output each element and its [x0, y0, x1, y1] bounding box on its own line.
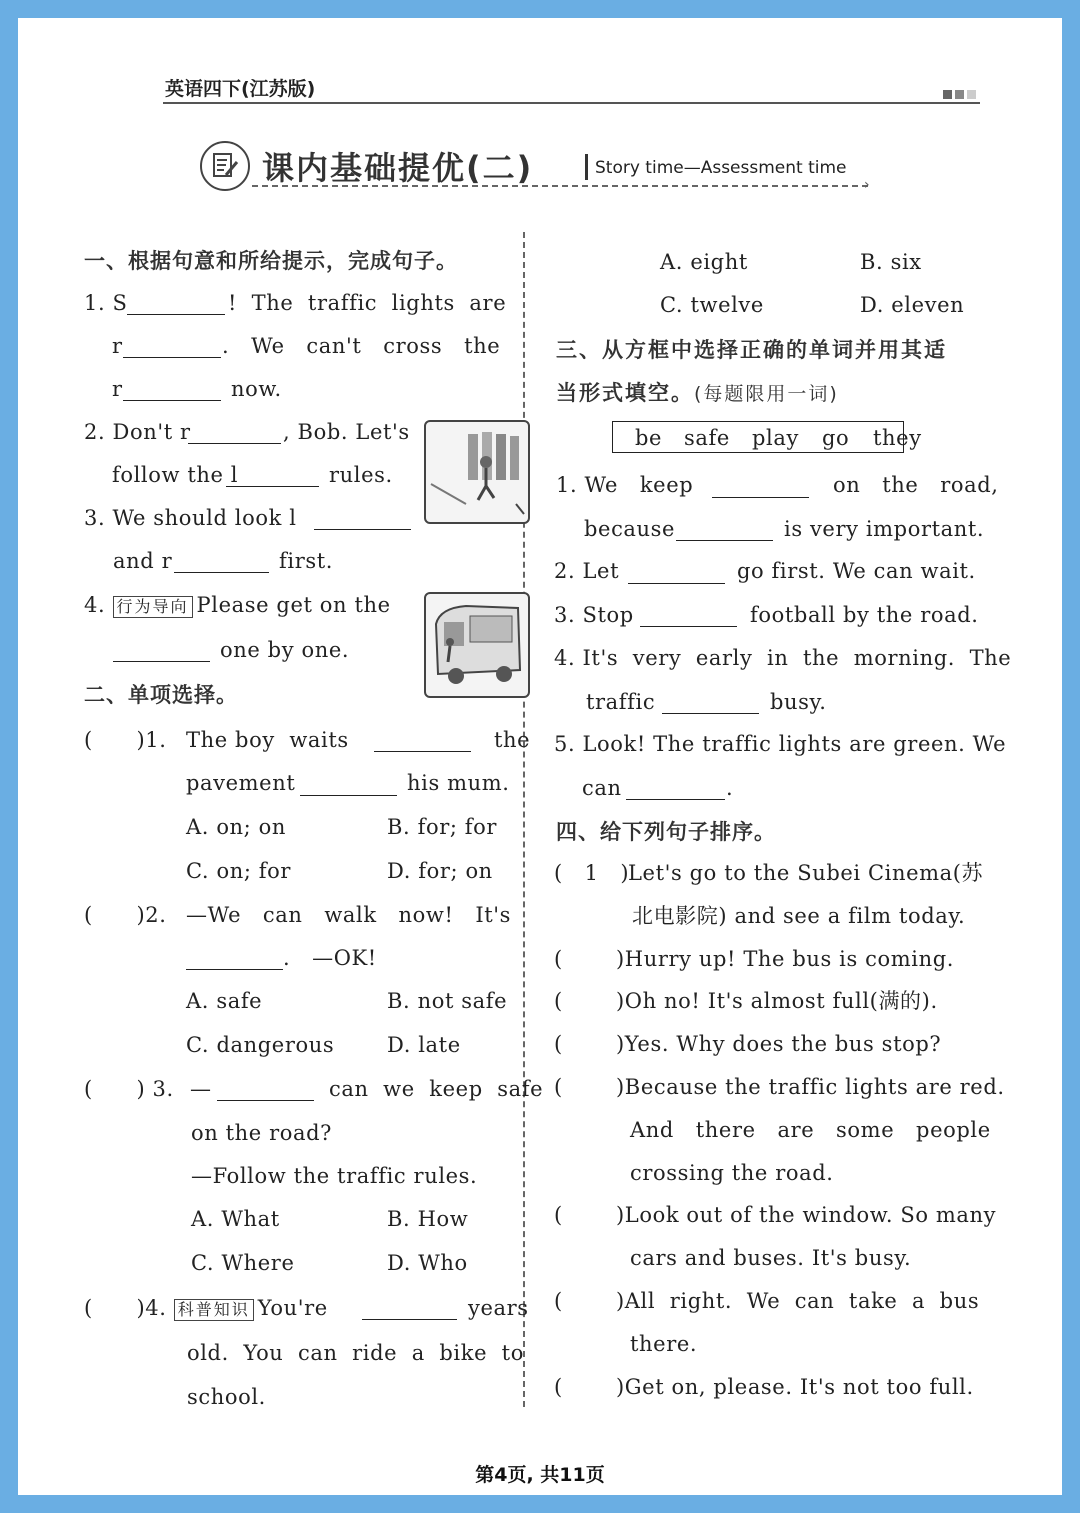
- p2-q3-blank[interactable]: [217, 1100, 314, 1101]
- column-divider: [523, 232, 525, 1407]
- p3-q3-a: 3. Stop: [554, 603, 634, 627]
- p1-q3-line2b: first.: [279, 549, 334, 573]
- part2-heading: 二、单项选择。: [84, 683, 238, 707]
- p4-item7-line1: )All right. We can take a bus: [616, 1289, 980, 1313]
- part3-heading-line2: [556, 377, 839, 407]
- q4-opt-c[interactable]: C. twelve: [660, 293, 764, 317]
- p1-q4-text1: Please get on the: [196, 593, 391, 617]
- p2-q3-line2: on the road?: [191, 1121, 333, 1145]
- book-title: 英语四下(江苏版): [165, 78, 316, 100]
- p4-item6-line1: )Look out of the window. So many: [616, 1203, 997, 1227]
- p4-item7-paren[interactable]: (: [554, 1289, 563, 1313]
- p4-item1-line1: Let's go to the Subei Cinema(苏: [628, 861, 984, 885]
- p1-q2-blank1[interactable]: [188, 443, 281, 444]
- word-go: go: [822, 426, 850, 450]
- p3-q3-blank[interactable]: [640, 626, 737, 627]
- p4-item6-line2: cars and buses. It's busy.: [630, 1246, 912, 1270]
- p4-item4-paren[interactable]: (: [554, 1032, 563, 1056]
- p2-q1-opt-a[interactable]: A. on; on: [186, 815, 287, 839]
- p4-item7-line2: there.: [630, 1332, 698, 1356]
- p2-q3-line1a: —: [190, 1077, 212, 1101]
- part3-heading-note: (每题限用一词): [694, 383, 839, 405]
- p4-item8-line1: )Get on, please. It's not too full.: [616, 1375, 974, 1399]
- notebook-pencil-icon: [200, 141, 250, 191]
- p3-q1-line1b: on the road,: [833, 473, 999, 497]
- p2-q3-opt-d[interactable]: D. Who: [387, 1251, 468, 1275]
- title-dashed-line: [252, 185, 868, 187]
- p2-q1-line1b: the: [494, 728, 531, 752]
- q4-opt-a[interactable]: A. eight: [660, 250, 748, 274]
- title-separator: [585, 154, 588, 180]
- p2-q1-line2a: pavement: [186, 771, 296, 795]
- p3-q4-line2b: busy.: [770, 690, 827, 714]
- p1-q3-line2a: and r: [113, 549, 173, 573]
- p3-q4-blank[interactable]: [662, 713, 759, 714]
- p2-q4-line1b: years: [468, 1296, 529, 1320]
- word-play: play: [752, 426, 799, 450]
- p2-q3-opt-b[interactable]: B. How: [387, 1207, 469, 1231]
- p2-q4-num: ( )4.: [84, 1296, 167, 1320]
- p1-q1-line2b: . We can't cross the: [222, 334, 501, 358]
- p2-q4-line2: old. You can ride a bike to: [187, 1341, 524, 1365]
- p1-q4-num: 4.: [84, 593, 106, 617]
- bus-image: [424, 592, 530, 698]
- p3-q2-a: 2. Let: [554, 559, 620, 583]
- section-subtitle: Story time—Assessment time: [595, 158, 847, 178]
- p3-q2-b: go first. We can wait.: [737, 559, 976, 583]
- p1-q2-line2a: follow the l: [112, 463, 239, 487]
- p3-q1-blank1[interactable]: [712, 497, 809, 498]
- part3-heading-line1: 三、从方框中选择正确的单词并用其适: [556, 338, 947, 362]
- p1-q4-blank[interactable]: [113, 661, 210, 662]
- behavior-guide-tag: 行为导向: [113, 596, 193, 618]
- p2-q2-opt-b[interactable]: B. not safe: [387, 989, 508, 1013]
- p1-q2-blank2[interactable]: [226, 486, 319, 487]
- p4-item1-line2: 北电影院) and see a film today.: [632, 904, 966, 928]
- p2-q4-line1: [84, 1295, 328, 1321]
- p1-q4-line1: [84, 592, 391, 618]
- page-number: 第4页, 共11页: [475, 1464, 605, 1486]
- p3-q2-blank[interactable]: [628, 583, 725, 584]
- p2-q2-num: ( )2.: [84, 903, 167, 927]
- p4-item2-paren[interactable]: (: [554, 947, 563, 971]
- p2-q3-num: ( ) 3.: [84, 1077, 174, 1101]
- p2-q1-opt-b[interactable]: B. for; for: [387, 815, 498, 839]
- p1-q1-blank3[interactable]: [123, 400, 221, 401]
- p1-q2-line2b: rules.: [329, 463, 393, 487]
- p1-q3-blank1[interactable]: [314, 529, 411, 530]
- pedestrian-crossing-image: [424, 420, 530, 524]
- part4-heading: 四、给下列句子排序。: [556, 820, 776, 844]
- p1-q1-line2a: r: [112, 334, 123, 358]
- q4-opt-b[interactable]: B. six: [860, 250, 922, 274]
- p4-item5-paren[interactable]: (: [554, 1075, 563, 1099]
- p2-q1-line1a: The boy waits: [186, 728, 349, 752]
- p3-q1-line2a: because: [584, 517, 676, 541]
- p2-q3-line1b: can we keep safe: [329, 1077, 544, 1101]
- p2-q1-line2b: his mum.: [407, 771, 510, 795]
- p4-item5-line1: )Because the traffic lights are red.: [616, 1075, 1005, 1099]
- p2-q2-line2: . —OK!: [283, 946, 377, 970]
- page-header: [163, 70, 980, 104]
- p2-q1-opt-d[interactable]: D. for; on: [387, 859, 493, 883]
- p2-q1-num: ( )1.: [84, 728, 167, 752]
- p2-q3-line3: —Follow the traffic rules.: [191, 1164, 478, 1188]
- section-title-bar: [200, 140, 880, 192]
- p3-q5-line2a: can: [582, 776, 622, 800]
- p3-q5-blank[interactable]: [626, 799, 725, 800]
- p2-q1-blank2[interactable]: [300, 795, 397, 796]
- p2-q2-opt-c[interactable]: C. dangerous: [186, 1033, 335, 1057]
- p2-q3-opt-c[interactable]: C. Where: [191, 1251, 295, 1275]
- p2-q2-blank[interactable]: [186, 969, 283, 970]
- section-title: 课内基础提优(二): [262, 149, 534, 187]
- p1-q3-blank2[interactable]: [174, 572, 269, 573]
- p4-item5-line3: crossing the road.: [630, 1161, 834, 1185]
- p4-item3-paren[interactable]: (: [554, 989, 563, 1013]
- part1-heading: 一、根据句意和所给提示，完成句子。: [84, 249, 458, 273]
- p2-q3-opt-a[interactable]: A. What: [191, 1207, 280, 1231]
- p2-q2-line1: —We can walk now! It's: [186, 903, 512, 927]
- p3-q5-line1: 5. Look! The traffic lights are green. We: [554, 732, 1007, 756]
- p3-q4-line1: 4. It's very early in the morning. The: [554, 646, 1012, 670]
- p2-q4-text1a: You're: [257, 1296, 328, 1320]
- part3-heading-text: 当形式填空。: [556, 381, 694, 405]
- p4-item1-paren[interactable]: ( 1 ): [554, 861, 630, 885]
- p3-q3-b: football by the road.: [750, 603, 979, 627]
- p4-item3-line1: )Oh no! It's almost full(满的).: [616, 989, 938, 1013]
- q4-opt-d[interactable]: D. eleven: [860, 293, 965, 317]
- p1-q1-line1b: ! The traffic lights are: [228, 291, 507, 315]
- p1-q1-line1a: 1. S: [84, 291, 128, 315]
- p1-q1-line3b: now.: [231, 377, 282, 401]
- p1-q1-line3a: r: [112, 377, 123, 401]
- p3-q1-blank2[interactable]: [676, 540, 773, 541]
- p2-q1-opt-c[interactable]: C. on; for: [186, 859, 292, 883]
- p4-item6-paren[interactable]: (: [554, 1203, 563, 1227]
- p3-q1-line2b: is very important.: [784, 517, 985, 541]
- p1-q3-line1: 3. We should look l: [84, 506, 297, 530]
- p3-q1-line1a: 1. We keep: [556, 473, 694, 497]
- header-marks: [940, 84, 976, 103]
- p4-item4-line1: )Yes. Why does the bus stop?: [616, 1032, 942, 1056]
- p2-q2-opt-a[interactable]: A. safe: [186, 989, 263, 1013]
- p1-q4-line2: one by one.: [220, 638, 350, 662]
- arrow-icon: ›: [864, 177, 870, 193]
- word-they: they: [873, 426, 922, 450]
- p4-item8-paren[interactable]: (: [554, 1375, 563, 1399]
- word-safe: safe: [684, 426, 730, 450]
- p2-q1-blank1[interactable]: [374, 751, 471, 752]
- p1-q2-line1b: , Bob. Let's: [283, 420, 410, 444]
- word-be: be: [635, 426, 663, 450]
- p2-q4-line3: school.: [187, 1385, 266, 1409]
- p3-q4-line2a: traffic: [586, 690, 656, 714]
- p3-q5-line2b: .: [726, 776, 734, 800]
- p2-q4-blank[interactable]: [362, 1319, 457, 1320]
- p4-item2-line1: )Hurry up! The bus is coming.: [616, 947, 955, 971]
- science-knowledge-tag: 科普知识: [174, 1299, 254, 1321]
- p1-q2-line1a: 2. Don't r: [84, 420, 191, 444]
- p1-q1-blank2[interactable]: [123, 357, 221, 358]
- p1-q1-blank1[interactable]: [127, 314, 225, 315]
- p4-item5-line2: And there are some people: [630, 1118, 991, 1142]
- p2-q2-opt-d[interactable]: D. late: [387, 1033, 461, 1057]
